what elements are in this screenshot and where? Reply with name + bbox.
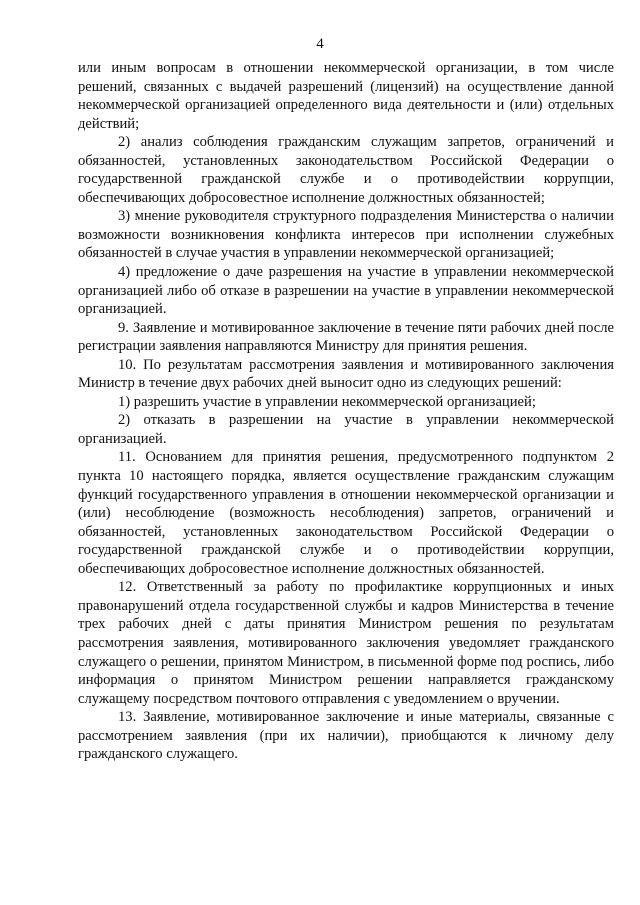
paragraph-clause-13: 13. Заявление, мотивированное заключение и иные материалы, связанные с рассмотрением заявления (при их наличии), приобщаются к личному делу гражданского служащего. (78, 709, 614, 763)
document-body (78, 59, 614, 764)
paragraph-decision-2: 2) отказать в разрешении на участие в управлении некоммерческой организацией. (78, 412, 614, 447)
paragraph-clause-9: 9. Заявление и мотивированное заключение в течение пяти рабочих дней после регистрации заявления направляются Министру для принятия решения. (78, 319, 614, 355)
paragraph-item-2: 2) анализ соблюдения гражданским служащим запретов, ограничений и обязанностей, установленных законодательством Российской Федерации о государственной гражданской службе и о противодействии коррупции, обеспечивающих добросовестное исполнение должностных обязанностей; (78, 134, 614, 206)
paragraph-item-3: 3) мнение руководителя структурного подразделения Министерства о наличии возможности возникновения конфликта интересов при исполнении служебных обязанностей в случае участия в управлении некоммерческой организацией; (78, 208, 614, 262)
paragraph-continuation: или иным вопросам в отношении некоммерческой организации, в том числе решений, связанных с выдачей разрешений (лицензий) на осуществление данной некоммерческой организацией определенного вида деятельности и (или) отдельных действий; (78, 60, 614, 132)
paragraph-clause-11: 11. Основанием для принятия решения, предусмотренного подпунктом 2 пункта 10 настоящего порядка, является осуществление гражданским служащим функций государственного управления в отношении некоммерческой организации и (или) несоблюдение (возможность несоблюдения) запретов, ограничений и обязанностей, установленных законодательством Российской Федерации о государственной гражданской службе и о противодействии коррупции, обеспечивающих добросовестное исполнение должностных обязанностей. (78, 449, 614, 577)
paragraph-item-4: 4) предложение о даче разрешения на участие в управлении некоммерческой организацией либо об отказе в разрешении на участие в управлении некоммерческой организацией. (78, 264, 614, 318)
paragraph-clause-10: 10. По результатам рассмотрения заявления и мотивированного заключения Министр в течение двух рабочих дней выносит одно из следующих решений: (78, 356, 614, 392)
paragraph-decision-1: 1) разрешить участие в управлении некоммерческой организацией; (118, 393, 536, 410)
page-number: 4 (316, 36, 324, 52)
paragraph-clause-12: 12. Ответственный за работу по профилактике коррупционных и иных правонарушений отдела государственной службы и кадров Министерства в течение трех рабочих дней с даты принятия Министром решения по результатам рассмотрения заявления, мотивированного заключения уведомляет гражданского служащего о решении, принятом Министром, в письменной форме под роспись, либо информация о принятом Министром решении направляется гражданскому служащему посредством почтового отправления с уведомлением о вручении. (78, 579, 614, 707)
